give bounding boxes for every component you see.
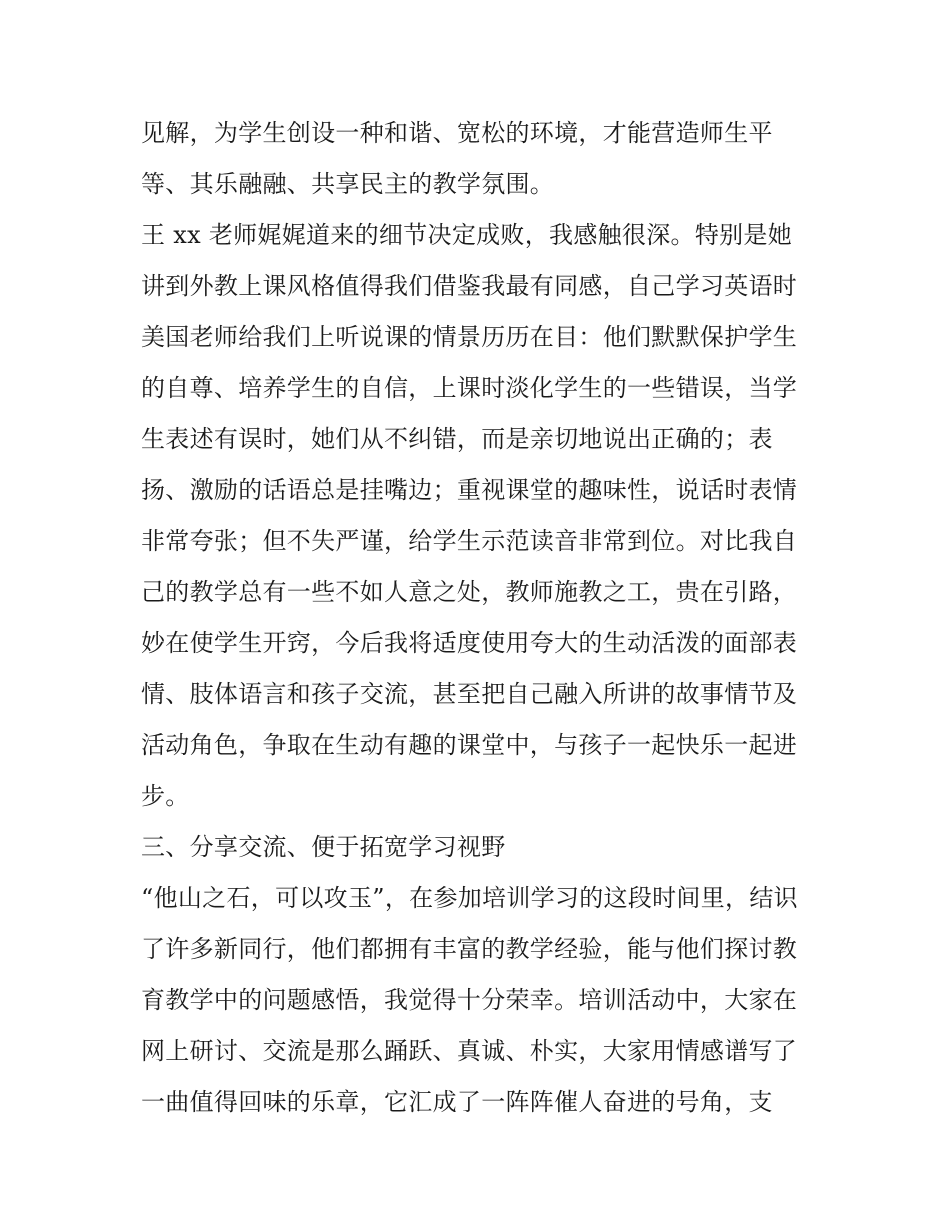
- text-line: 育教学中的问题感悟，我觉得十分荣幸。培训活动中，大家在: [141, 986, 798, 1014]
- text-line: 一曲值得回味的乐章，它汇成了一阵阵催人奋进的号角，支: [141, 1088, 773, 1116]
- text-line: 见解，为学生创设一种和谐、宽松的环境，才能营造师生平: [141, 119, 773, 147]
- text-line: 步。: [141, 782, 190, 810]
- text-line: 的自尊、培养学生的自信，上课时淡化学生的一些错误，当学: [141, 374, 798, 402]
- text-line: 等、其乐融融、共享民主的教学氛围。: [141, 170, 555, 198]
- text-line: 活动角色，争取在生动有趣的课堂中，与孩子一起快乐一起进: [141, 731, 798, 759]
- text-line: 网上研讨、交流是那么踊跃、真诚、朴实，大家用情感谱写了: [141, 1037, 798, 1065]
- text-line: 妙在使学生开窍，今后我将适度使用夸大的生动活泼的面部表: [141, 629, 798, 657]
- text-line: 生表述有误时，她们从不纠错，而是亲切地说出正确的；表: [141, 425, 773, 453]
- text-line: 王 xx 老师娓娓道来的细节决定成败，我感触很深。特别是她: [141, 221, 793, 249]
- text-line: 己的教学总有一些不如人意之处，教师施教之工，贵在引路，: [141, 578, 798, 606]
- text-line: 非常夸张；但不失严谨，给学生示范读音非常到位。对比我自: [141, 527, 798, 555]
- text-line: 讲到外教上课风格值得我们借鉴我最有同感，自己学习英语时: [141, 272, 798, 300]
- body-text: [141, 108, 813, 1128]
- section-heading: 三、分享交流、便于拓宽学习视野: [141, 833, 506, 861]
- text-line: 美国老师给我们上听说课的情景历历在目：他们默默保护学生: [141, 323, 798, 351]
- text-line: “他山之石，可以攻玉”，在参加培训学习的这段时间里，结识: [141, 884, 798, 912]
- text-line: 扬、激励的话语总是挂嘴边；重视课堂的趣味性，说话时表情: [141, 476, 798, 504]
- text-line: 情、肢体语言和孩子交流，甚至把自己融入所讲的故事情节及: [141, 680, 798, 708]
- text-line: 了许多新同行，他们都拥有丰富的教学经验，能与他们探讨教: [141, 935, 798, 963]
